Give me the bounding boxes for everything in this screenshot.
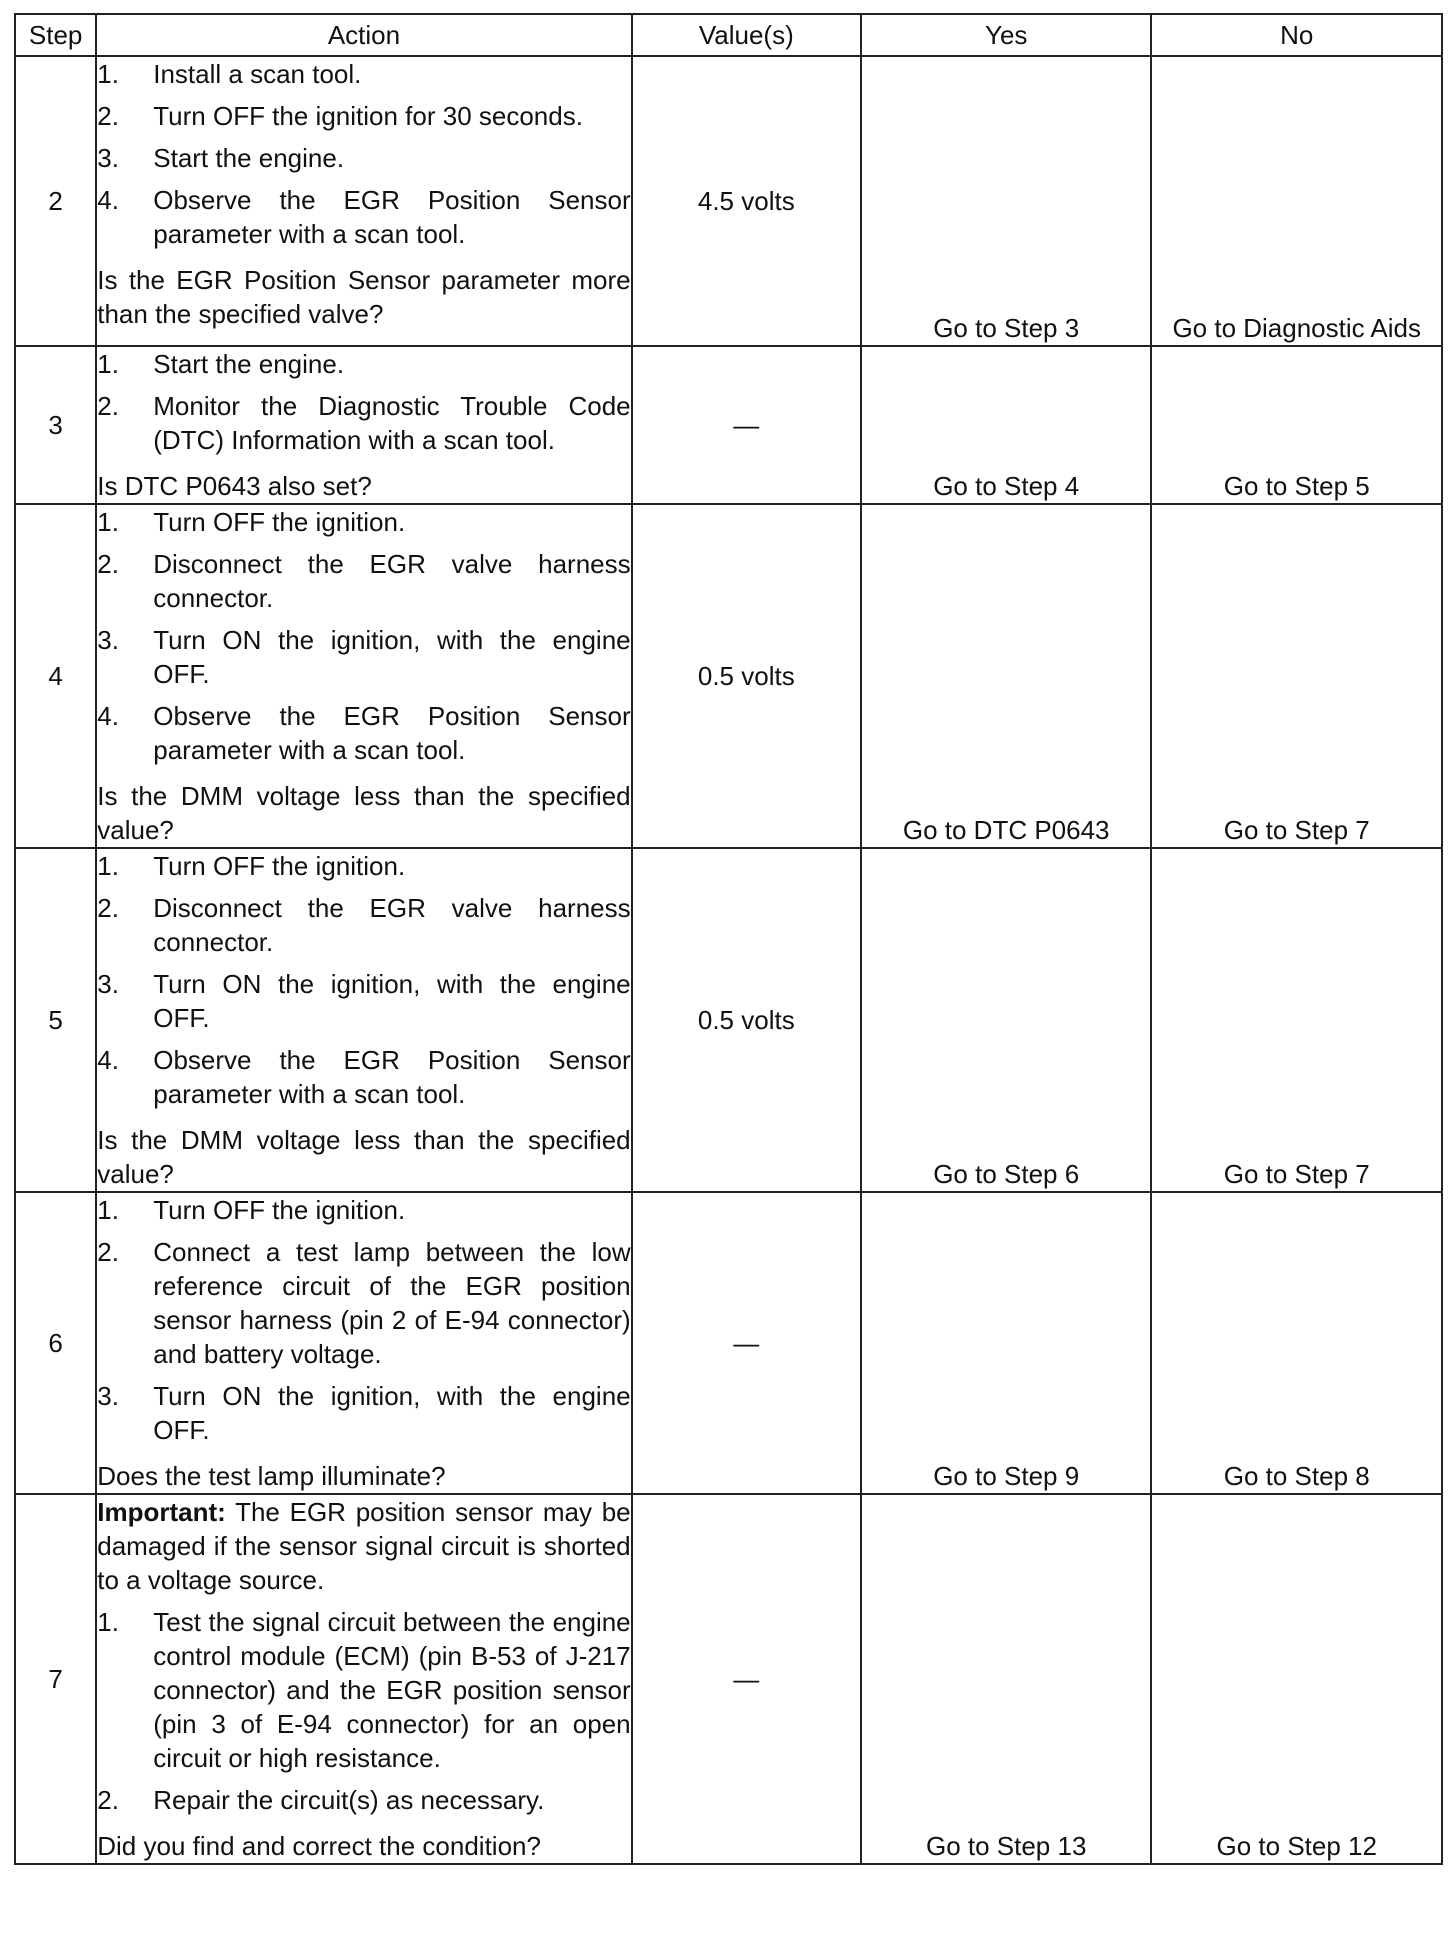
table-row <box>15 346 1442 504</box>
action-step-number: 2. <box>97 1785 119 1815</box>
table-row <box>15 1494 1442 1864</box>
table-row <box>15 848 1442 1192</box>
action-step <box>97 1605 630 1775</box>
action-step-number: 1. <box>97 349 119 379</box>
header-no: No <box>1151 14 1442 56</box>
diagnostic-table-container <box>14 13 1443 1865</box>
value-cell: — <box>632 1494 861 1864</box>
yes-cell: Go to Step 6 <box>861 848 1152 1192</box>
action-question: Does the test lamp illuminate? <box>97 1461 446 1491</box>
action-step-number: 1. <box>97 851 119 881</box>
action-question: Is the DMM voltage less than the specified value? <box>97 1125 631 1189</box>
value-cell: 0.5 volts <box>632 504 861 848</box>
step-number-cell: 4 <box>15 504 96 848</box>
action-question: Is the EGR Position Sensor parameter more than the specified valve? <box>97 265 631 329</box>
action-step-number: 3. <box>97 143 119 173</box>
action-question: Is DTC P0643 also set? <box>97 471 372 501</box>
action-step <box>97 57 630 91</box>
action-step <box>97 547 630 615</box>
action-step-text: Observe the EGR Position Sensor parameter with a scan tool. <box>153 1045 631 1109</box>
action-step-number: 1. <box>97 1195 119 1225</box>
no-cell: Go to Step 8 <box>1151 1192 1442 1494</box>
action-step <box>97 1783 630 1817</box>
action-cell <box>96 1192 631 1494</box>
yes-cell: Go to DTC P0643 <box>861 504 1152 848</box>
header-yes: Yes <box>861 14 1152 56</box>
action-step-text: Connect a test lamp between the low reference circuit of the EGR position sensor harness (pin 2 of E-94 connector) and battery voltage. <box>153 1237 631 1369</box>
action-step <box>97 699 630 767</box>
action-step-text: Disconnect the EGR valve harness connector. <box>153 549 631 613</box>
action-step <box>97 1193 630 1227</box>
action-step-number: 1. <box>97 1607 119 1637</box>
important-label: Important: <box>97 1497 226 1527</box>
yes-cell: Go to Step 3 <box>861 56 1152 346</box>
action-step-number: 2. <box>97 391 119 421</box>
action-step-number: 4. <box>97 701 119 731</box>
action-step-list <box>97 505 630 767</box>
step-number-cell: 5 <box>15 848 96 1192</box>
action-step-text: Observe the EGR Position Sensor parameter with a scan tool. <box>153 701 631 765</box>
action-step <box>97 505 630 539</box>
action-step-text: Turn OFF the ignition. <box>153 507 406 537</box>
action-step-number: 1. <box>97 59 119 89</box>
action-step-list <box>97 849 630 1111</box>
yes-cell: Go to Step 13 <box>861 1494 1152 1864</box>
action-step-list <box>97 57 630 251</box>
action-step-list <box>97 347 630 457</box>
header-row <box>15 14 1442 56</box>
action-step-number: 2. <box>97 893 119 923</box>
action-step-number: 2. <box>97 101 119 131</box>
action-cell <box>96 56 631 346</box>
table-row <box>15 1192 1442 1494</box>
action-step <box>97 141 630 175</box>
table-row <box>15 56 1442 346</box>
action-step <box>97 1235 630 1371</box>
action-step-number: 2. <box>97 1237 119 1267</box>
action-step-number: 4. <box>97 185 119 215</box>
step-number-cell: 6 <box>15 1192 96 1494</box>
action-step-text: Turn OFF the ignition for 30 seconds. <box>153 101 583 131</box>
no-cell: Go to Diagnostic Aids <box>1151 56 1442 346</box>
action-step-text: Turn OFF the ignition. <box>153 1195 406 1225</box>
action-step-text: Install a scan tool. <box>153 59 362 89</box>
action-step <box>97 891 630 959</box>
action-step-text: Start the engine. <box>153 349 345 379</box>
table-body <box>15 56 1442 1864</box>
action-step <box>97 99 630 133</box>
action-step-list <box>97 1605 630 1817</box>
action-step <box>97 183 630 251</box>
step-number-cell: 3 <box>15 346 96 504</box>
step-number-cell: 7 <box>15 1494 96 1864</box>
action-step-text: Disconnect the EGR valve harness connector. <box>153 893 631 957</box>
action-step-text: Monitor the Diagnostic Trouble Code (DTC) Information with a scan tool. <box>153 391 631 455</box>
action-step <box>97 1043 630 1111</box>
important-note <box>97 1495 630 1597</box>
action-cell <box>96 504 631 848</box>
action-cell <box>96 1494 631 1864</box>
header-step: Step <box>15 14 96 56</box>
action-question: Did you find and correct the condition? <box>97 1831 541 1861</box>
action-step <box>97 347 630 381</box>
no-cell: Go to Step 5 <box>1151 346 1442 504</box>
action-step-number: 2. <box>97 549 119 579</box>
value-cell: 4.5 volts <box>632 56 861 346</box>
action-step <box>97 1379 630 1447</box>
action-step-list <box>97 1193 630 1447</box>
action-step-number: 3. <box>97 1381 119 1411</box>
action-cell <box>96 848 631 1192</box>
step-number-cell: 2 <box>15 56 96 346</box>
value-cell: — <box>632 1192 861 1494</box>
table-row <box>15 504 1442 848</box>
header-values: Value(s) <box>632 14 861 56</box>
action-step <box>97 389 630 457</box>
action-step-text: Turn OFF the ignition. <box>153 851 406 881</box>
header-action: Action <box>96 14 631 56</box>
action-step <box>97 967 630 1035</box>
action-step-number: 4. <box>97 1045 119 1075</box>
yes-cell: Go to Step 9 <box>861 1192 1152 1494</box>
action-step-text: Turn ON the ignition, with the engine OFF. <box>153 1381 631 1445</box>
no-cell: Go to Step 12 <box>1151 1494 1442 1864</box>
action-step-text: Test the signal circuit between the engine control module (ECM) (pin B-53 of J-217 connector) and the EGR position sensor (pin 3 of E-94 connector) for an open circuit or high resistance. <box>153 1607 631 1773</box>
action-step-number: 3. <box>97 969 119 999</box>
action-step-text: Turn ON the ignition, with the engine OFF. <box>153 625 631 689</box>
action-step-text: Start the engine. <box>153 143 345 173</box>
no-cell: Go to Step 7 <box>1151 848 1442 1192</box>
value-cell: 0.5 volts <box>632 848 861 1192</box>
value-cell: — <box>632 346 861 504</box>
action-cell <box>96 346 631 504</box>
action-step-text: Repair the circuit(s) as necessary. <box>153 1785 545 1815</box>
important-text: The EGR position sensor may be damaged if the sensor signal circuit is shorted to a voltage source. <box>97 1497 631 1595</box>
action-step-number: 3. <box>97 625 119 655</box>
action-step-text: Observe the EGR Position Sensor parameter with a scan tool. <box>153 185 631 249</box>
action-step-number: 1. <box>97 507 119 537</box>
yes-cell: Go to Step 4 <box>861 346 1152 504</box>
action-step-text: Turn ON the ignition, with the engine OFF. <box>153 969 631 1033</box>
action-step <box>97 623 630 691</box>
no-cell: Go to Step 7 <box>1151 504 1442 848</box>
diagnostic-table <box>14 13 1443 1865</box>
action-step <box>97 849 630 883</box>
action-question: Is the DMM voltage less than the specified value? <box>97 781 631 845</box>
